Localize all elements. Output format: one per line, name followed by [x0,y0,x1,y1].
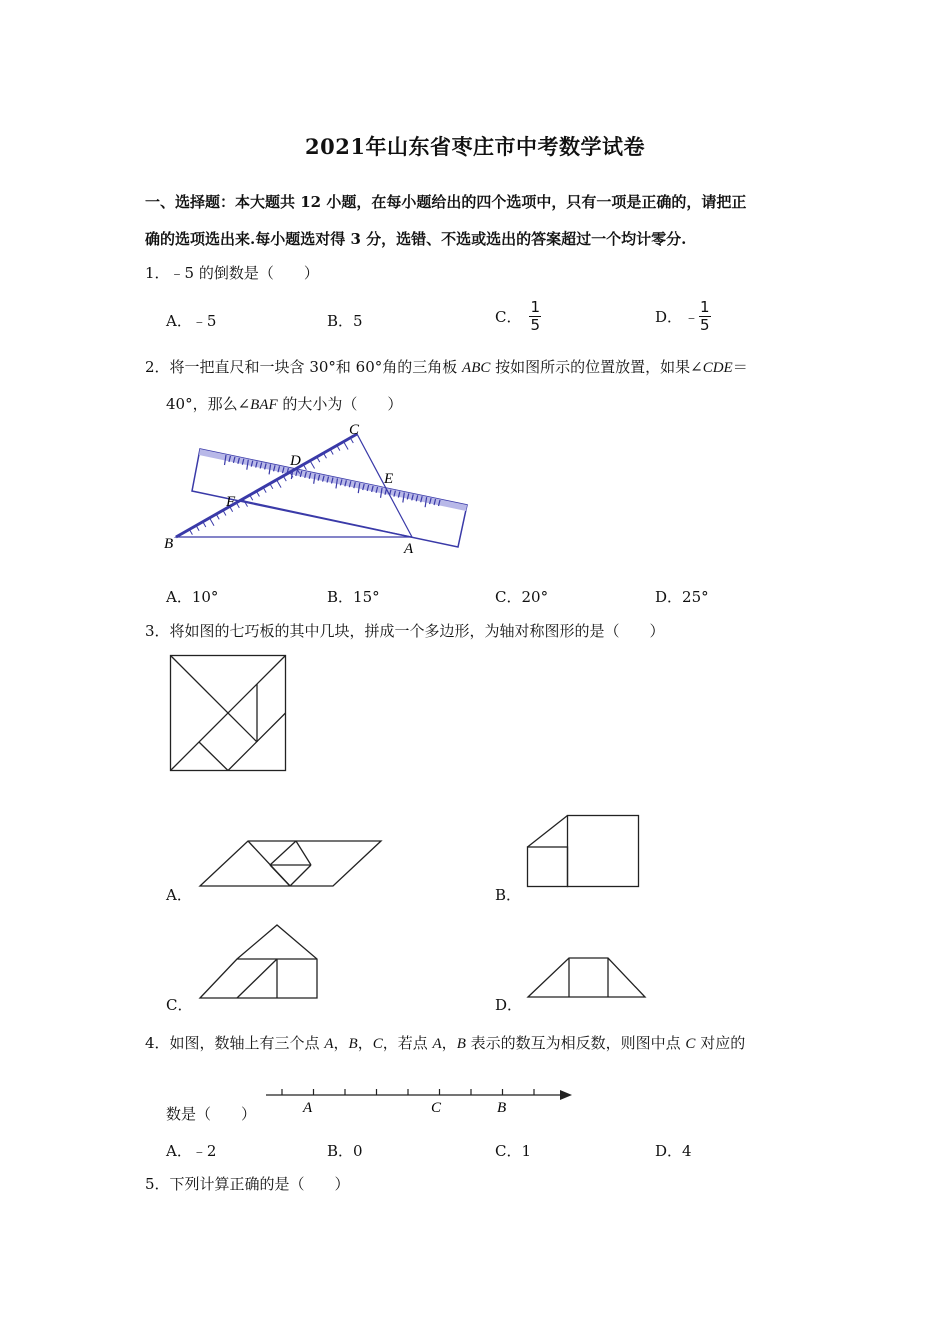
q4-text: 对应的 [695,1034,746,1052]
q4-option-c: C．1 [495,1142,532,1160]
section-heading-line1: 一、选择题：本大题共 12 小题，在每小题给出的四个选项中，只有一项是正确的，请把正 [145,193,747,211]
triangle-tick [277,480,282,488]
q4-text: 表示的数互为相反数，则图中点 [465,1034,686,1052]
page-title: 2021年山东省枣庄市中考数学试卷 [305,134,645,159]
q1-d-sign: ﹣ [684,308,700,326]
q1-option-c [495,299,541,334]
q4-option-a: A．﹣2 [166,1142,217,1160]
q2-angle-baf: BAF [250,397,278,413]
q2-angle-cde: CDE [702,360,733,376]
axis-label-a: A [303,1100,313,1116]
q1-c-numerator: 1 [530,298,541,316]
q1-option-d-label: D． [655,308,683,326]
question-5-stem: 5．下列计算正确的是（ ） [145,1175,350,1193]
question-3-stem: 3．将如图的七巧板的其中几块，拼成一个多边形，为轴对称图形的是（ ） [145,622,665,640]
axis-ticks [282,1089,534,1095]
q2-text: 2．将一把直尺和一块含 30°和 60°角的三角板 [145,358,463,376]
q3-option-c-label: C． [166,996,193,1014]
q3-tangram-square [165,650,293,778]
q3-option-b-figure [522,810,644,890]
q1-c-denominator: 5 [530,316,541,334]
triangle-tick [310,461,315,469]
q4-point-b: B [348,1036,358,1052]
q4-text: ， [441,1034,457,1052]
question-2-line2 [166,393,402,414]
q3-option-c-figure [195,920,323,1002]
label-a: A [404,541,414,557]
q1-option-c-fraction [529,299,541,334]
label-d: D [290,453,301,469]
axis-label-b: B [497,1100,507,1116]
axis-label-c: C [431,1100,442,1116]
q4-option-b: B．0 [327,1142,363,1160]
label-e: E [384,471,394,487]
q2-text: 40°，那么∠ [166,395,251,413]
q2-text: ＝ [732,358,748,376]
q3-option-a-figure [195,836,385,890]
ruler-ticks [225,455,441,507]
label-c: C [349,422,360,438]
q1-option-b: B．5 [327,312,363,330]
q2-figure-ruler-triangle [160,418,480,558]
q2-triangle-abc: ABC [462,360,491,376]
question-4-line2: 数是（ ） [166,1105,257,1123]
q3-option-d-label: D． [495,996,523,1014]
q2-option-a: A．10° [166,588,219,606]
q4-point-a: A [432,1036,442,1052]
section-heading-line2: 确的选项选出来.每小题选对得 3 分，选错、不选或选出的答案超过一个均计零分. [145,230,687,248]
label-b: B [164,536,174,552]
question-2-line1 [145,356,748,377]
q4-text: 4．如图，数轴上有三个点 [145,1034,325,1052]
q1-option-a: A．﹣5 [166,312,217,330]
q1-option-d-fraction [699,299,711,334]
label-f: F [226,494,236,510]
q4-number-line [260,1082,580,1118]
segment-af [240,500,412,537]
q2-text: 的大小为（ ） [277,395,403,413]
triangle-tick [344,442,349,450]
q2-option-b: B．15° [327,588,380,606]
q1-option-d [655,299,711,334]
q3-option-d-figure [522,952,650,1000]
q2-option-d: D．25° [655,588,709,606]
q4-option-d: D．4 [655,1142,692,1160]
question-4-line1 [145,1032,745,1053]
q3-option-a-label: A． [166,886,192,904]
q4-text: ， [333,1034,349,1052]
q4-point-c: C [685,1036,696,1052]
q4-point-c: C [372,1036,383,1052]
axis-arrow [560,1090,572,1100]
q2-text: 按如图所示的位置放置，如果∠ [490,358,703,376]
q1-option-c-label: C． [495,308,522,326]
q4-point-a: A [324,1036,334,1052]
q4-point-b: B [456,1036,466,1052]
q1-d-denominator: 5 [700,316,710,334]
question-1-stem: 1．﹣5 的倒数是（ ） [145,264,319,282]
q3-option-b-label: B． [495,886,522,904]
q4-text: ， [357,1034,373,1052]
triangle-tick [210,518,215,526]
q2-option-c: C．20° [495,588,549,606]
q1-d-numerator: 1 [700,298,710,316]
q4-text: ，若点 [382,1034,433,1052]
